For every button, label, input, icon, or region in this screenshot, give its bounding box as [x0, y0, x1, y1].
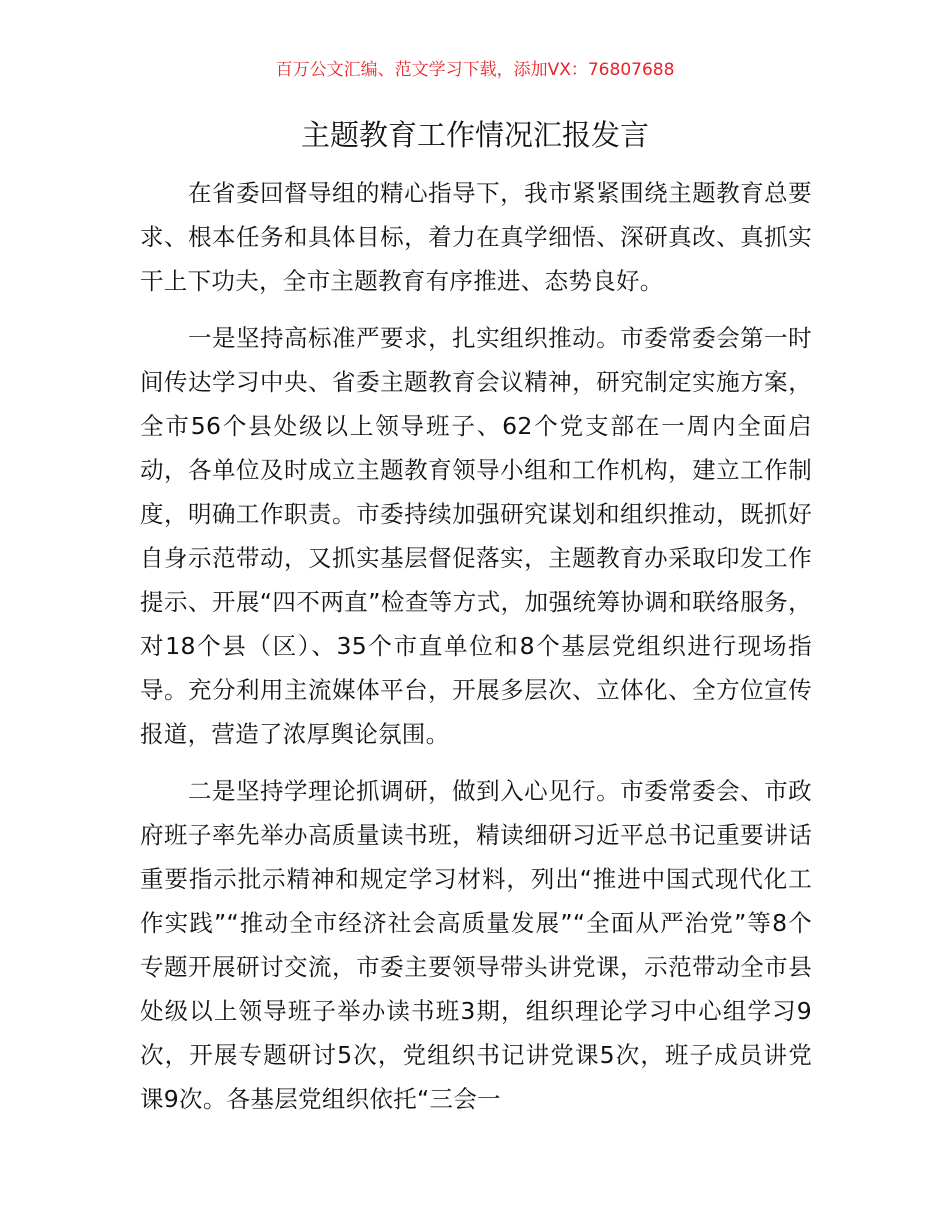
paragraph-two: 二是坚持学理论抓调研，做到入心见行。市委常委会、市政府班子率先举办高质量读书班，精读细研习近平总书记重要讲话重要指示批示精神和规定学习材料，列出“推进中国式现代化工作实践”“推动全市经济社会高质量发展”“全面从严治党”等8个专题开展研讨交流，市委主要领导带头讲党课，示范带动全市县处级以上领导班子举办读书班3期，组织理论学习中心组学习9次，开展专题研讨5次，党组织书记讲党课5次，班子成员讲党课9次。各基层党组织依托“三会一	[140, 777, 812, 1113]
document-body	[140, 171, 812, 1134]
header-banner: 百万公文汇编、范文学习下载，添加VX：76807688	[275, 60, 675, 80]
paragraph-one: 一是坚持高标准严要求，扎实组织推动。市委常委会第一时间传达学习中央、省委主题教育会议精神，研究制定实施方案，全市56个县处级以上领导班子、62个党支部在一周内全面启动，各单位及时成立主题教育领导小组和工作机构，建立工作制度，明确工作职责。市委持续加强研究谋划和组织推动，既抓好自身示范带动，又抓实基层督促落实，主题教育办采取印发工作提示、开展“四不两直”检查等方式，加强统筹协调和联络服务，对18个县（区）、35个市直单位和8个基层党组织进行现场指导。充分利用主流媒体平台，开展多层次、立体化、全方位宣传报道，营造了浓厚舆论氛围。	[140, 324, 812, 748]
paragraph-intro: 在省委回督导组的精心指导下，我市紧紧围绕主题教育总要求、根本任务和具体目标，着力在真学细悟、深研真改、真抓实干上下功夫，全市主题教育有序推进、态势良好。	[140, 179, 812, 295]
document-title: 主题教育工作情况汇报发言	[300, 118, 649, 152]
